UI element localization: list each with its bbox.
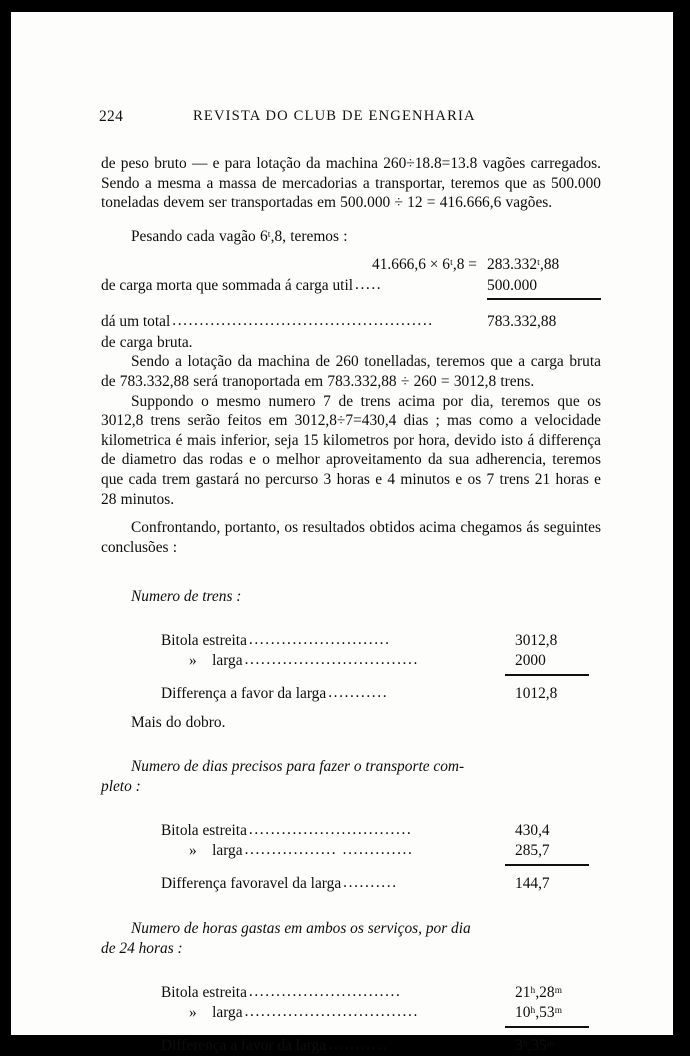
conclusion-table-1 (161, 631, 601, 705)
table-total-row (161, 1036, 601, 1056)
sum-rule-container (101, 296, 601, 303)
row-label (161, 841, 243, 861)
paragraph-1: de peso bruto — e para lotação da machina 260÷18.8=13.8 vagões carregados. Sendo a mesma a massa de mercadorias a transportar, teremos que as 500.000 toneladas devem ser transportadas em 500.000 ÷ 12 = 416.666,6 vagões. (101, 155, 601, 212)
leader-dots: ..... (355, 275, 383, 293)
row-label: Bitola estreita (161, 631, 247, 649)
table-row (161, 821, 601, 841)
sum-rule (487, 298, 601, 300)
ditto-marker: » (189, 842, 197, 860)
table-rule-container (161, 1023, 601, 1032)
calc-total-label: dá um total (101, 313, 171, 331)
table-rule-container (161, 861, 601, 870)
leader-dots: ................................ (244, 1002, 419, 1020)
section-heading-3-line1: Numero de horas gastas em ambos os serviços, por dia (131, 919, 471, 937)
ditto-marker: » (189, 1003, 197, 1021)
paragraph-4: Suppondo o mesmo numero 7 de trens acima por dia, teremos que os 3012,8 trens serão feitos em 3012,8÷7=430,4 dias ; mas como a velocidade kilometrica é mais inferior, seja 15 kilometros por hora, devido isto á differença de diametro das rodas e o melhor aproveitamento da sua adherencia, teremos que cada trem gastará no percurso 3 horas e 4 minutos e os 7 trens 21 horas e 28 minutos. (101, 392, 601, 508)
leader-dots: ................................................ (172, 312, 434, 330)
calc-carga-morta-row (101, 276, 601, 297)
table-row (161, 1003, 601, 1023)
conclusion-table-3 (161, 983, 601, 1056)
leader-dots: .......... (343, 874, 398, 892)
total-label: Differença favoravel da larga (161, 875, 342, 893)
row-value: 3012,8 (515, 631, 558, 649)
paragraph-3: Sendo a lotação da machina de 260 tonelladas, teremos que a carga bruta de 783.332,88 será tranoportada em 783.332,88 ÷ 260 = 3012,8 trens. (101, 353, 601, 391)
row-label: Bitola estreita (161, 821, 247, 839)
leader-dots: ................................ (244, 650, 419, 668)
row-label (161, 651, 243, 671)
table-total-row (161, 684, 601, 704)
row-label-text: larga (212, 1003, 243, 1021)
row-label-text: larga (212, 651, 243, 669)
paragraph-6: Mais do dobro. (131, 714, 226, 732)
page-number: 224 (99, 108, 124, 125)
calc-carga-util-value: 500.000 (487, 276, 538, 294)
leader-dots: .......................... (248, 630, 391, 648)
paragraph-5: Confrontando, portanto, os resultados obtidos acima chegamos ás seguintes conclusões : (101, 519, 601, 556)
total-value: 144,7 (515, 875, 550, 893)
journal-title: REVISTA DO CLUB DE ENGENHARIA (193, 108, 476, 124)
table-rule (505, 864, 589, 866)
table-rule-container (161, 671, 601, 680)
total-label: Differença a favor da larga (161, 685, 327, 703)
section-heading-2-line1: Numero de dias precisos para fazer o transporte com- (131, 758, 465, 776)
paragraph-2: Pesando cada vagão 6ᵗ,8, teremos : (131, 227, 348, 245)
calc-product-value: 283.332ᵗ,88 (487, 256, 560, 274)
row-value: 21ʰ,28ᵐ (515, 983, 563, 1001)
conclusion-table-2 (161, 821, 601, 895)
leader-dots: ............................ (248, 982, 402, 1000)
table-row (161, 631, 601, 651)
section-heading-3-line2: de 24 horas : (101, 939, 183, 957)
calc-total-row (101, 312, 601, 333)
section-heading-3 (101, 919, 601, 958)
total-value: 3ʰ,35ᵐ (515, 1036, 555, 1054)
table-rule (505, 674, 589, 676)
row-value: 10ʰ,53ᵐ (515, 1003, 563, 1021)
total-label: Differença a favor da larga (161, 1036, 327, 1054)
row-label (161, 1003, 243, 1023)
leader-dots: ........... (328, 1035, 389, 1053)
leader-dots: .............................. (248, 820, 413, 838)
row-value: 285,7 (515, 842, 550, 860)
body-text (101, 154, 601, 1056)
calculation-block (101, 255, 601, 303)
paragraph-7: de carga bruta. (101, 333, 193, 351)
calc-product-expression: 41.666,6 × 6ᵗ,8 = (372, 256, 477, 274)
table-rule (505, 1026, 589, 1028)
total-value: 1012,8 (515, 685, 558, 703)
leader-dots: ................. ............. (244, 841, 414, 859)
table-row (161, 841, 601, 861)
calc-product-row (101, 255, 601, 276)
section-heading-2 (101, 757, 601, 796)
leader-dots: ........... (328, 684, 389, 702)
document-page (11, 12, 673, 1054)
table-row (161, 651, 601, 671)
table-row (161, 983, 601, 1003)
ditto-marker: » (189, 651, 197, 669)
row-label: Bitola estreita (161, 983, 247, 1001)
table-total-row (161, 874, 601, 894)
section-heading-1: Numero de trens : (131, 587, 242, 605)
running-head (11, 108, 673, 128)
calc-carga-morta-label: de carga morta que sommada á carga util (101, 276, 353, 294)
row-value: 2000 (515, 651, 546, 669)
calc-total-value: 783.332,88 (487, 313, 557, 331)
section-heading-2-line2: pleto : (101, 777, 141, 795)
row-label-text: larga (212, 842, 243, 860)
row-value: 430,4 (515, 821, 550, 839)
